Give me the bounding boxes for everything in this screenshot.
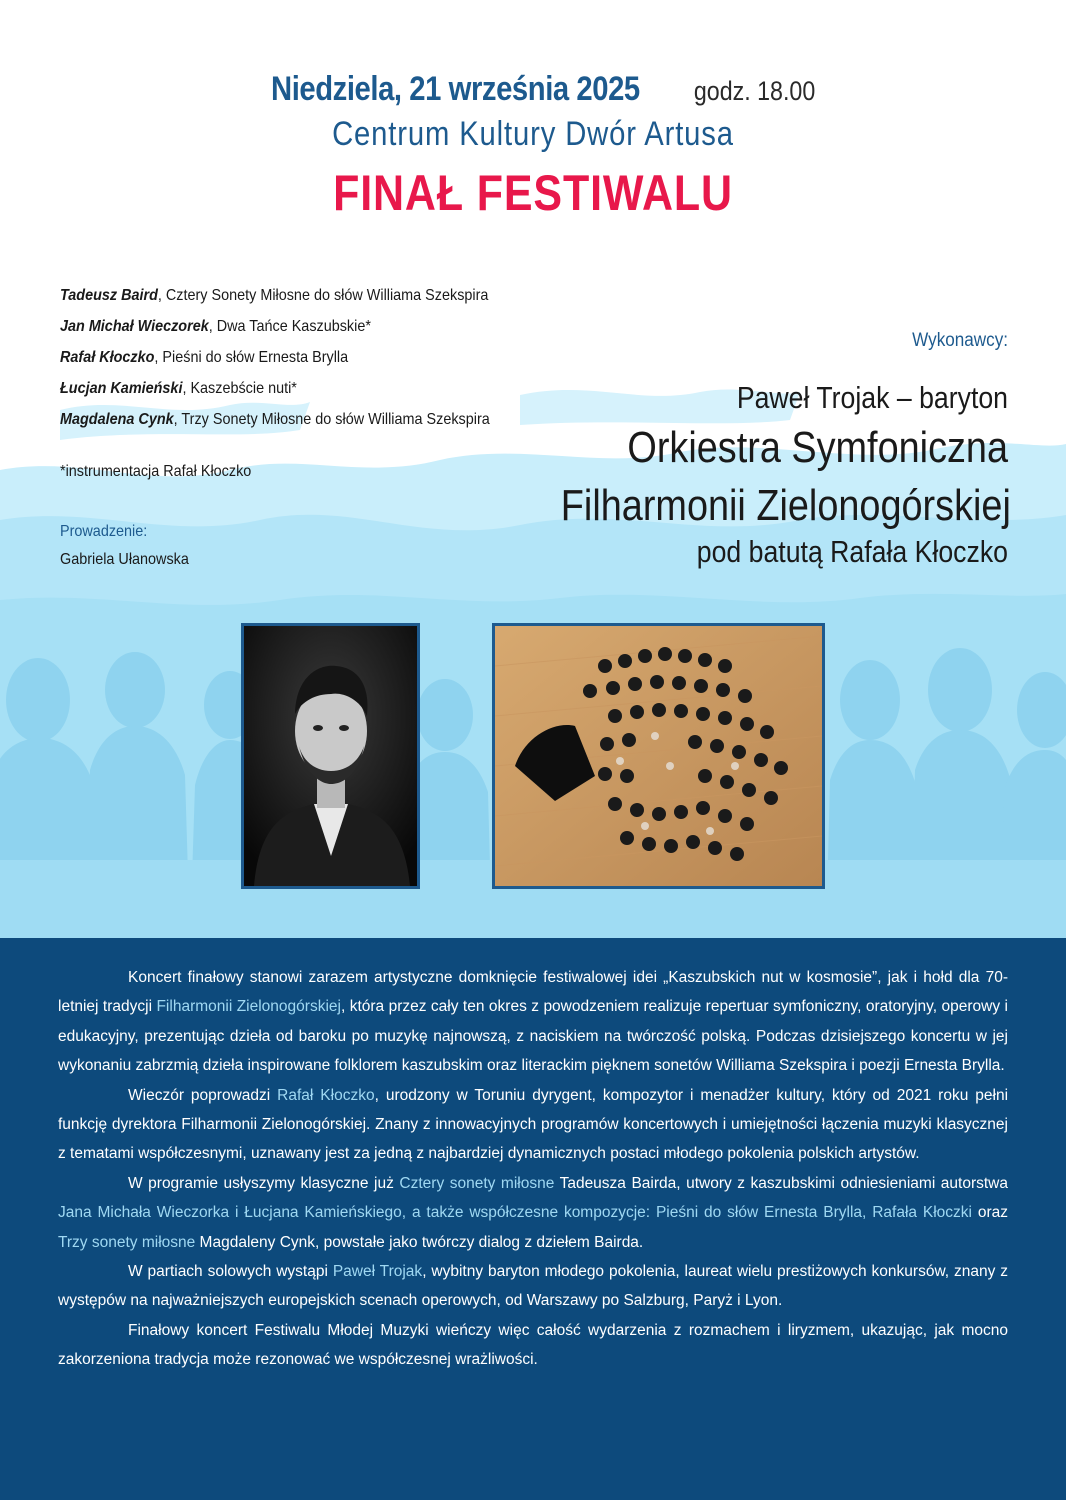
description-text: , urodzony w Toruniu dyrygent, kompozytor i menadżer kultury, który od 2021 roku pełni funkcję dyrektora Filharmonii Zielonogórskiej. Znany z innowacyjnych programów koncertowych i umiejętności łączenia muzyki klasycznej z tematami współczesnymi, uznawany jest za jedną z najbardziej dynamicznych postaci młodego pokolenia polskich artystów. — [58, 1086, 1009, 1163]
highlighted-text: Trzy sonety miłosne — [58, 1233, 196, 1251]
program-item — [60, 373, 483, 404]
performers-label: Wykonawcy: — [912, 330, 1008, 351]
work-title: , Dwa Tańce Kaszubskie* — [208, 318, 371, 335]
composer-name: Jan Michał Wieczorek — [60, 318, 209, 335]
date-line — [0, 70, 1066, 109]
description-text: W programie usłyszymy klasyczne już — [128, 1174, 400, 1192]
description-paragraph — [58, 1316, 1008, 1375]
host-label: Prowadzenie: — [60, 523, 148, 540]
description-paragraph — [58, 1169, 1008, 1257]
highlighted-text: Cztery sonety miłosne — [399, 1174, 555, 1192]
composer-name: Łucjan Kamieński — [60, 380, 183, 397]
description-paragraph — [58, 1257, 1008, 1316]
event-venue: Centrum Kultury Dwór Artusa — [332, 115, 734, 153]
highlighted-text: Jana Michała Wieczorka i Łucjana Kamieńskiego, a także współczesne kompozycje: Pieśni do słów Ernesta Brylla, Rafała Kłoczki — [58, 1204, 972, 1222]
composer-name: Tadeusz Baird — [60, 287, 158, 304]
highlighted-text: Filharmonii Zielonogórskiej — [156, 998, 341, 1016]
program-item — [60, 311, 483, 342]
description-text: oraz — [971, 1204, 1008, 1222]
orchestra-photo — [492, 623, 825, 889]
host-name: Gabriela Ułanowska — [60, 551, 189, 568]
highlighted-text: Rafał Kłoczko — [277, 1086, 375, 1104]
instrumentation-footnote: *instrumentacja Rafał Kłoczko — [60, 463, 252, 480]
event-title: FINAŁ FESTIWALU — [333, 165, 733, 221]
performers-block — [488, 330, 1011, 570]
work-title: , Cztery Sonety Miłosne do słów Williama Szekspira — [157, 287, 489, 304]
description-text: Finałowy koncert Festiwalu Młodej Muzyki wieńczy więc całość wydarzenia z rozmachem i liryzmem, ukazując, jak mocno zakorzeniona tradycja może rezonować we współczesnej wrażliwości. — [58, 1321, 1008, 1369]
orchestra-name-line1: Orkiestra Symfoniczna — [627, 423, 1008, 472]
description-text: , która przez cały ten okres z powodzeniem realizuje repertuar symfoniczny, oratoryjny, operowy i edukacyjny, prezentując dzieła od baroku po muzykę najnowszą, z naciskiem na twórczość polską. Podczas dzisiejszego koncertu w jej wykonaniu zabrzmią dzieła inspirowane folklorem kaszubskim oraz literackim pięknem sonetów Williama Szekspira i poezji Ernesta Brylla. — [58, 998, 1008, 1075]
description-text: Wieczór poprowadzi — [128, 1086, 278, 1104]
work-title: , Trzy Sonety Miłosne do słów Williama Szekspira — [173, 411, 490, 428]
description-paragraph — [58, 963, 1008, 1081]
program-item — [60, 404, 490, 435]
event-description — [58, 963, 1008, 1375]
work-title: , Kaszebście nuti* — [182, 380, 297, 397]
work-title: , Pieśni do słów Ernesta Brylla — [154, 349, 349, 366]
event-time: godz. 18.00 — [693, 76, 816, 106]
description-text: W partiach solowych wystąpi — [128, 1263, 333, 1281]
description-text: Tadeusza Bairda, utwory z kaszubskimi odniesieniami autorstwa — [554, 1174, 1008, 1192]
description-text: Magdaleny Cynk, powstałe jako twórczy dialog z dziełem Bairda. — [195, 1233, 644, 1251]
program-item — [60, 280, 489, 311]
program-list — [60, 280, 530, 569]
soloist: Paweł Trojak – baryton — [736, 380, 1008, 415]
header — [0, 70, 1066, 222]
composer-name: Rafał Kłoczko — [60, 349, 155, 366]
composer-name: Magdalena Cynk — [60, 411, 174, 428]
description-paragraph — [58, 1081, 1008, 1169]
highlighted-text: Paweł Trojak — [332, 1263, 423, 1281]
description-text: Koncert finałowy stanowi zarazem artystyczne domknięcie festiwalowej idei „Kaszubskich nut w kosmosie”, jak i hołd dla 70-letniej tradycji — [58, 969, 1008, 1016]
orchestra-name-line2: Filharmonii Zielonogórskiej — [560, 481, 1011, 530]
event-date: Niedziela, 21 września 2025 — [270, 70, 640, 108]
program-item — [60, 342, 483, 373]
conductor: pod batutą Rafała Kłoczko — [696, 534, 1008, 569]
description-text: , wybitny baryton młodego pokolenia, laureat wielu prestiżowych konkursów, znany z występów na najważniejszych europejskich scenach operowych, od Warszawy po Salzburg, Paryż i Lyon. — [58, 1263, 1009, 1310]
soloist-portrait-photo — [241, 623, 420, 889]
